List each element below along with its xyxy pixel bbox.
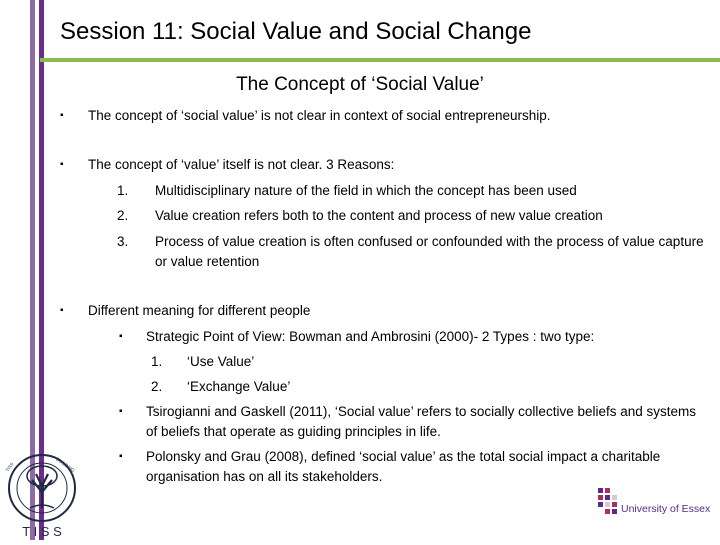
bullet-marker: ▪ [60, 305, 64, 316]
slide-title: Session 11: Social Value and Social Change [60, 18, 532, 45]
type-2-number: 2. [151, 379, 163, 394]
sub-point-3-text: Polonsky and Grau (2008), defined ‘social value’ as the total social impact a charitable organisation has on all its stakeholders. [146, 449, 661, 484]
title-underline [40, 58, 720, 62]
reason-1-number: 1. [117, 183, 129, 198]
essex-squares-icon [596, 484, 720, 540]
sub-bullet-marker: ▪ [119, 406, 123, 417]
reason-2-text: Value creation refers both to the content and process of new value creation [155, 208, 603, 223]
type-1-text: ‘Use Value’ [187, 354, 255, 369]
bullet-marker: ▪ [60, 159, 64, 170]
reason-2-number: 2. [117, 208, 129, 223]
sub-point-1-text: Strategic Point of View: Bowman and Ambrosini (2000)- 2 Types : two type: [146, 329, 595, 344]
sub-bullet-marker: ▪ [119, 451, 123, 462]
sub-point-2-text: Tsirogianni and Gaskell (2011), ‘Social value’ refers to socially collective beliefs and systems of beliefs that operate as guiding principles in life. [146, 404, 696, 439]
reason-1-text: Multidisciplinary nature of the field in which the concept has been used [155, 183, 577, 198]
reason-3-text: Process of value creation is often confused or confounded with the process of value capture or value retention [155, 234, 704, 269]
point-1-text: The concept of ‘social value’ is not clear in context of social entrepreneurship. [88, 108, 551, 123]
svg-text:BUILDING: BUILDING [55, 456, 76, 474]
svg-text:TISS: TISS [4, 461, 15, 473]
tiss-logo-text: T I S S [22, 524, 62, 539]
point-3-text: Different meaning for different people [88, 303, 311, 318]
bullet-marker: ▪ [60, 110, 64, 121]
reason-3-number: 3. [117, 234, 129, 249]
type-2-text: ‘Exchange Value’ [187, 379, 291, 394]
type-1-number: 1. [151, 354, 163, 369]
university-essex-logo [596, 484, 720, 540]
slide-subtitle: The Concept of ‘Social Value’ [236, 74, 484, 95]
essex-logo-text: University of Essex [621, 503, 711, 515]
sub-bullet-marker: ▪ [119, 331, 123, 342]
tiss-logo [0, 448, 85, 540]
tiss-emblem-icon [0, 448, 85, 540]
point-2-text: The concept of ‘value’ itself is not clear. 3 Reasons: [88, 157, 395, 172]
